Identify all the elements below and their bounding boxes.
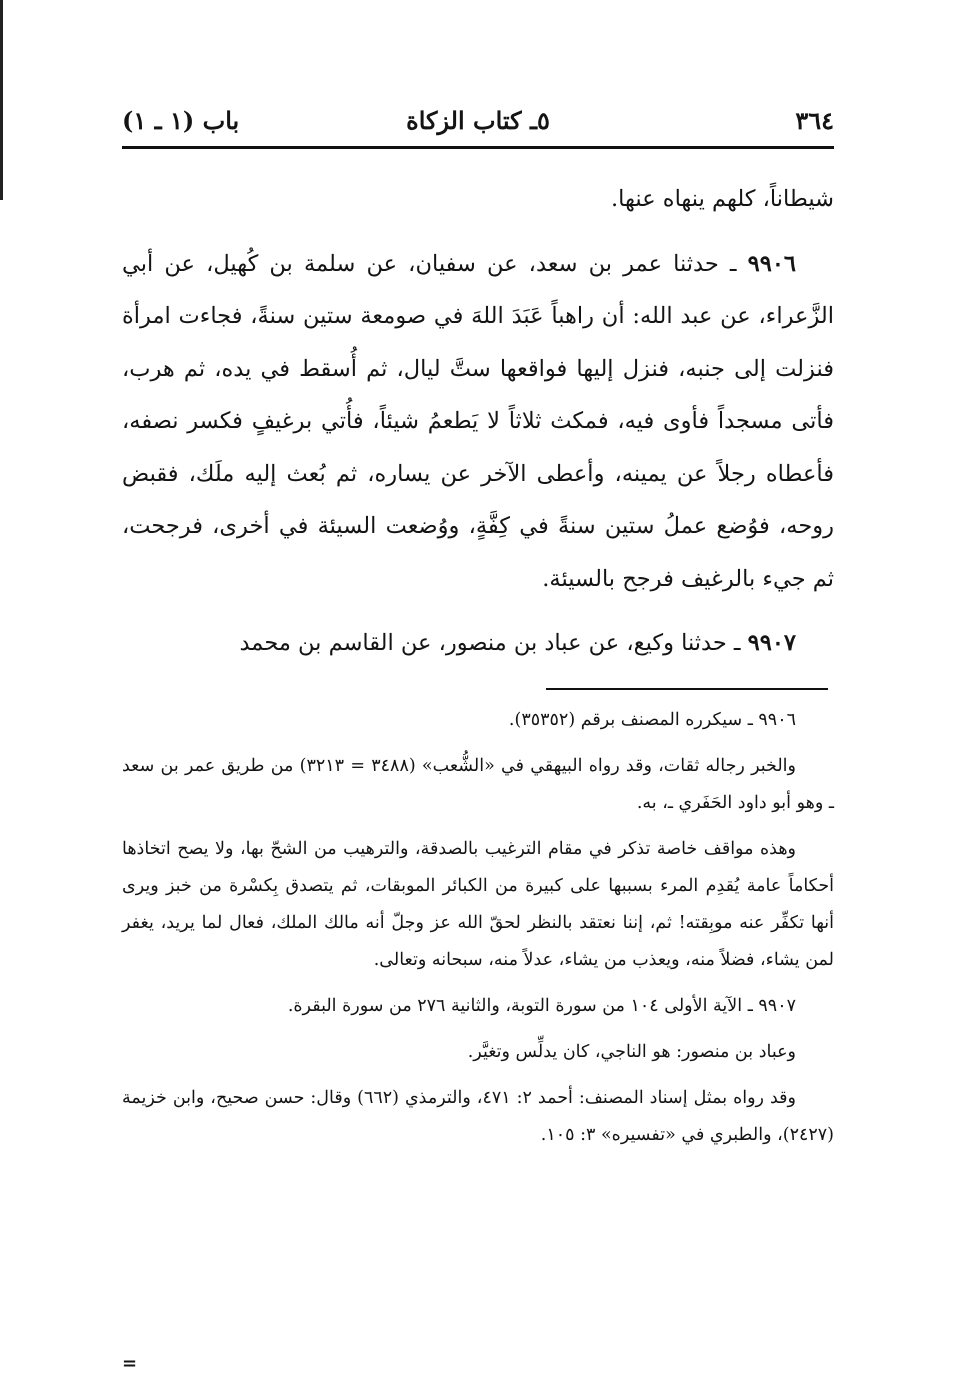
book-title: ٥ـ كتاب الزكاة: [406, 106, 550, 135]
scan-edge-mark: [0, 0, 3, 200]
hadith-9907: [122, 617, 834, 670]
footnote-9907-narrator: وعباد بن منصور: هو الناجي، كان يدلِّس وتغيَّر.: [467, 1041, 796, 1062]
page-number: ٣٦٤: [795, 106, 834, 135]
footnote-9906-commentary: وهذه مواقف خاصة تذكر في مقام الترغيب بالصدقة، والترهيب من الشحّ بها، ولا يصح اتخاذها أحكاماً عامة يُقدِم المرء بسببها على كبيرة من الكبائر الموبقات، ثم يتصدق بِكسْرة من خبز ويرى أنها تكفِّر عنه موبِقته! ثم، إننا نعتقد بالنظر لحقّ الله عز وجلّ أنه مالك الملك، فعال لما يريد، يغفر لمن يشاء، فضلاً منه، ويعذب من يشاء، عدلاً منه، سبحانه وتعالى.: [122, 838, 834, 970]
running-header: [122, 100, 834, 149]
hadith-text: ـ حدثنا وكيع، عن عباد بن منصور، عن القاسم بن محمد: [239, 630, 741, 656]
footnote-9907-verses: ٩٩٠٧ ـ الآية الأولى ١٠٤ من سورة التوبة، والثانية ٢٧٦ من سورة البقرة.: [287, 995, 796, 1016]
hadith-9906: [122, 238, 834, 606]
footnote-separator: [546, 688, 828, 690]
hadith-number: ٩٩٠٧: [747, 630, 796, 656]
footnote-9907-sources: وقد رواه بمثل إسناد المصنف: أحمد ٢: ٤٧١، والترمذي (٦٦٢) وقال: حسن صحيح، وابن خزيمة (٢٤٢٧)، والطبري في «تفسيره» ٣: ١٠٥.: [122, 1087, 834, 1145]
hadith-text: ـ حدثنا عمر بن سعد، عن سفيان، عن سلمة بن كُهيل، عن أبي الزَّعراء، عن عبد الله: أن راهباً عَبَدَ اللهَ في صومعة ستين سنةً، فجاءت امرأة فنزلت إلى جنبه، فنزل إليها فواقعها ستَّ ليال، ثم أُسقط في يده، ثم هرب، فأتى مسجداً فأوى فيه، فمكث ثلاثاً لا يَطعمُ شيئاً، فأُتي برغيفٍ فكسر نصفه، فأعطاه رجلاً عن يمينه، وأعطى الآخر عن يساره، ثم بُعث إليه ملَك، فقبض روحه، فوُضع عملُ ستين سنةً في كِفَّةٍ، ووُضعت السيئة في أخرى، فرجحت، ثم جيء بالرغيف فرجح بالسيئة.: [122, 250, 834, 592]
footnote-9906-narrators: والخبر رجاله ثقات، وقد رواه البيهقي في «الشُّعب» (٣٤٨٨ = ٣٢١٣) من طريق عمر بن سعد ـ وهو أبو داود الحَفَري ـ، به.: [122, 755, 834, 813]
book-page: [122, 100, 834, 1380]
hadith-number: ٩٩٠٦: [747, 250, 797, 277]
footnotes: [122, 702, 834, 1154]
main-text: [122, 173, 834, 670]
continuation-paragraph: شيطاناً، كلهم ينهاه عنها.: [611, 186, 834, 212]
footnote-9906-ref: ٩٩٠٦ ـ سيكرره المصنف برقم (٣٥٣٥٢).: [508, 709, 796, 730]
chapter-label: باب (١ ـ ١): [122, 106, 240, 135]
page-end-mark: =: [122, 1353, 138, 1374]
